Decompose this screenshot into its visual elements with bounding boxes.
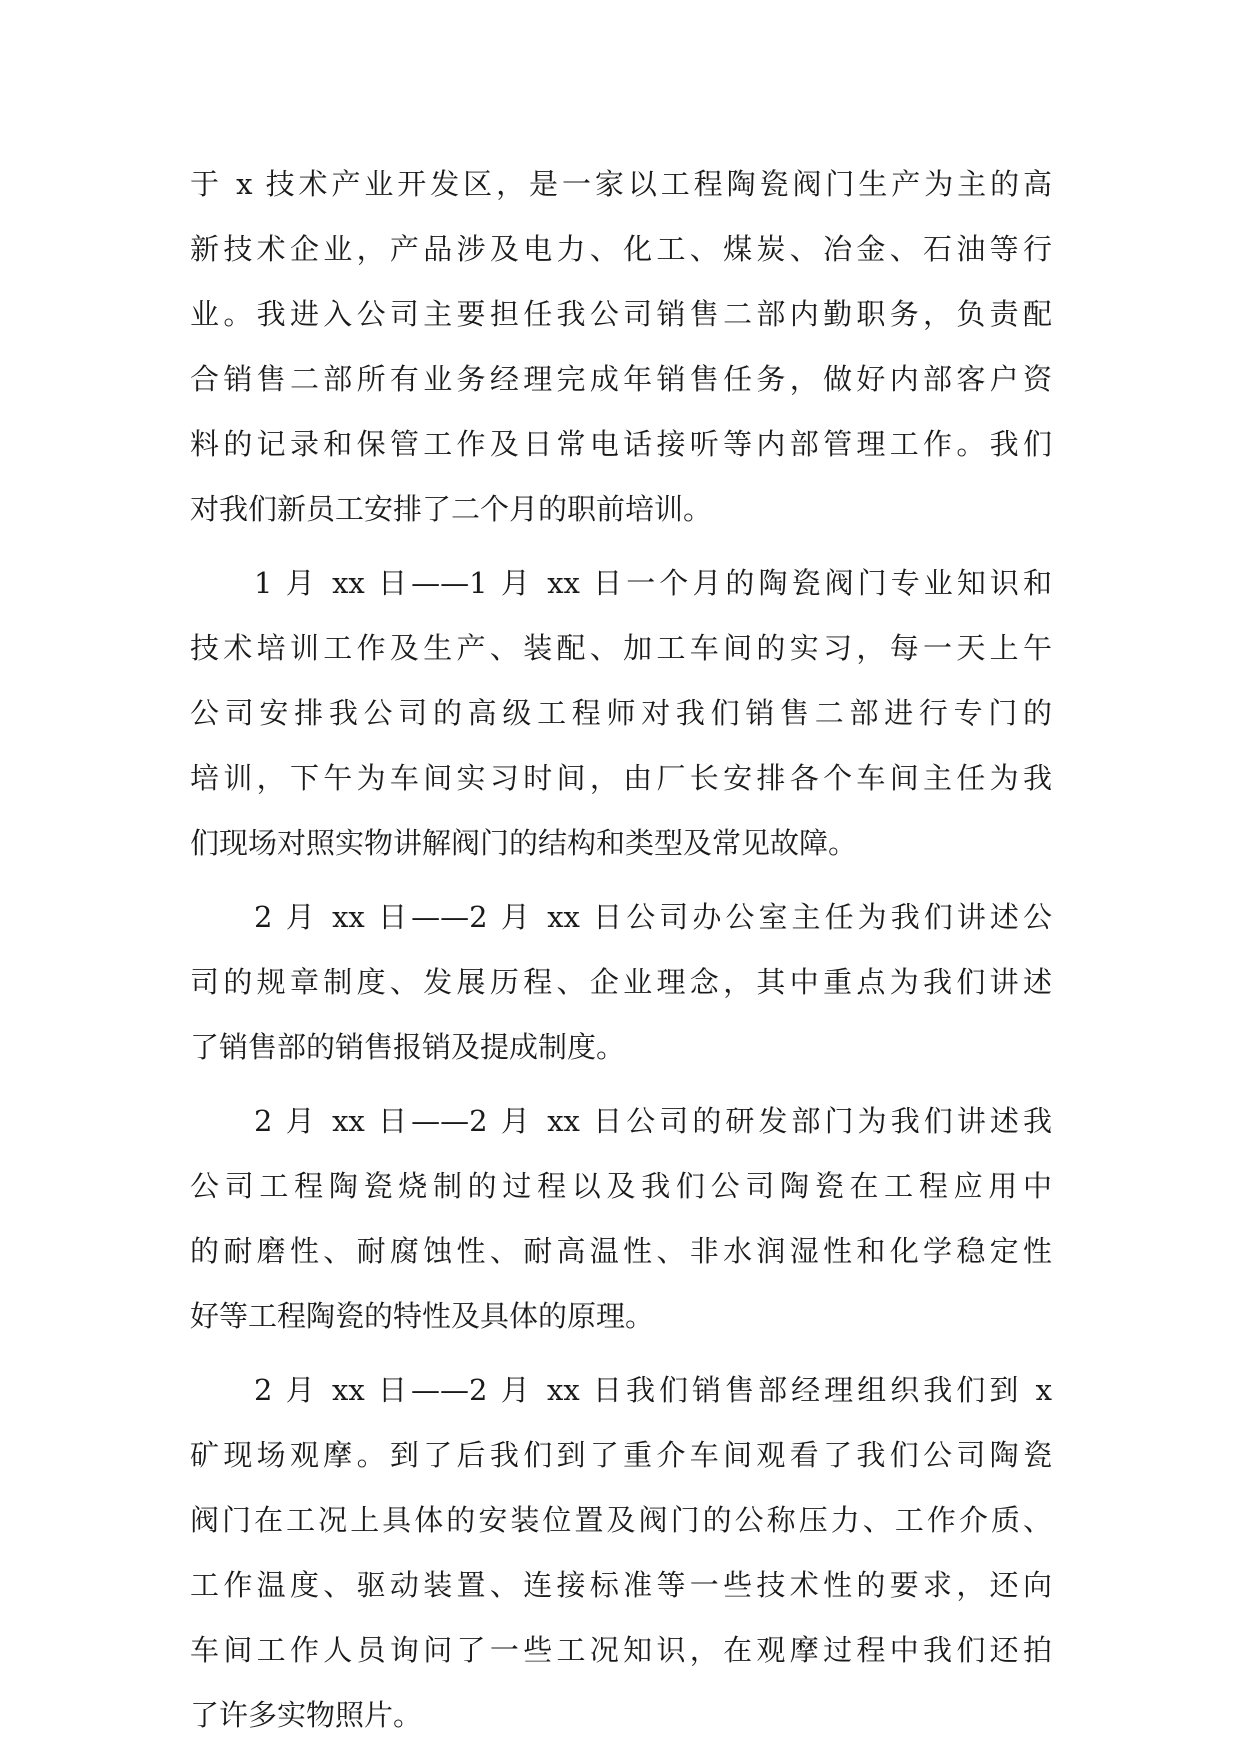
text-line: 矿现场观摩。到了后我们到了重介车间观看了我们公司陶瓷: [190, 1438, 1052, 1472]
text-line: 2 月 xx 日——2 月 xx 日公司的研发部门为我们讲述我: [254, 1104, 1052, 1138]
text-line: 公司安排我公司的高级工程师对我们销售二部进行专门的: [190, 696, 1052, 730]
text-line: 阀门在工况上具体的安装位置及阀门的公称压力、工作介质、: [190, 1503, 1052, 1537]
text-line: 了销售部的销售报销及提成制度。: [190, 1030, 626, 1064]
text-line: 公司工程陶瓷烧制的过程以及我们公司陶瓷在工程应用中: [190, 1169, 1052, 1203]
paragraph-company-intro: [190, 152, 1052, 542]
text-line: 培训，下午为车间实习时间，由厂长安排各个车间主任为我: [190, 761, 1052, 795]
text-line: 的耐磨性、耐腐蚀性、耐高温性、非水润湿性和化学稳定性: [190, 1234, 1052, 1268]
text-line: 料的记录和保管工作及日常电话接听等内部管理工作。我们: [190, 427, 1052, 461]
text-line: 司的规章制度、发展历程、企业理念，其中重点为我们讲述: [190, 965, 1052, 999]
text-line: 对我们新员工安排了二个月的职前培训。: [190, 492, 713, 526]
text-line: 2 月 xx 日——2 月 xx 日公司办公室主任为我们讲述公: [254, 900, 1052, 934]
text-line: 了许多实物照片。: [190, 1698, 423, 1732]
text-line: 新技术企业，产品涉及电力、化工、煤炭、冶金、石油等行: [190, 232, 1052, 266]
text-line: 1 月 xx 日——1 月 xx 日一个月的陶瓷阀门专业知识和: [254, 566, 1052, 600]
paragraph-site-visit: [190, 1358, 1052, 1748]
text-line: 车间工作人员询问了一些工况知识，在观摩过程中我们还拍: [190, 1633, 1052, 1667]
text-line: 业。我进入公司主要担任我公司销售二部内勤职务，负责配: [190, 297, 1052, 331]
text-line: 好等工程陶瓷的特性及具体的原理。: [190, 1299, 655, 1333]
paragraph-rd-briefing: [190, 1089, 1052, 1349]
text-line: 技术培训工作及生产、装配、加工车间的实习，每一天上午: [190, 631, 1052, 665]
paragraph-company-rules: [190, 885, 1052, 1080]
text-line: 2 月 xx 日——2 月 xx 日我们销售部经理组织我们到 x: [254, 1373, 1052, 1407]
text-line: 工作温度、驱动装置、连接标准等一些技术性的要求，还向: [190, 1568, 1052, 1602]
text-line: 们现场对照实物讲解阀门的结构和类型及常见故障。: [190, 826, 858, 860]
paragraph-technical-training: [190, 551, 1052, 876]
text-line: 于 x 技术产业开发区，是一家以工程陶瓷阀门生产为主的高: [190, 167, 1052, 201]
body-text: [190, 152, 1052, 1748]
text-line: 合销售二部所有业务经理完成年销售任务，做好内部客户资: [190, 362, 1052, 396]
